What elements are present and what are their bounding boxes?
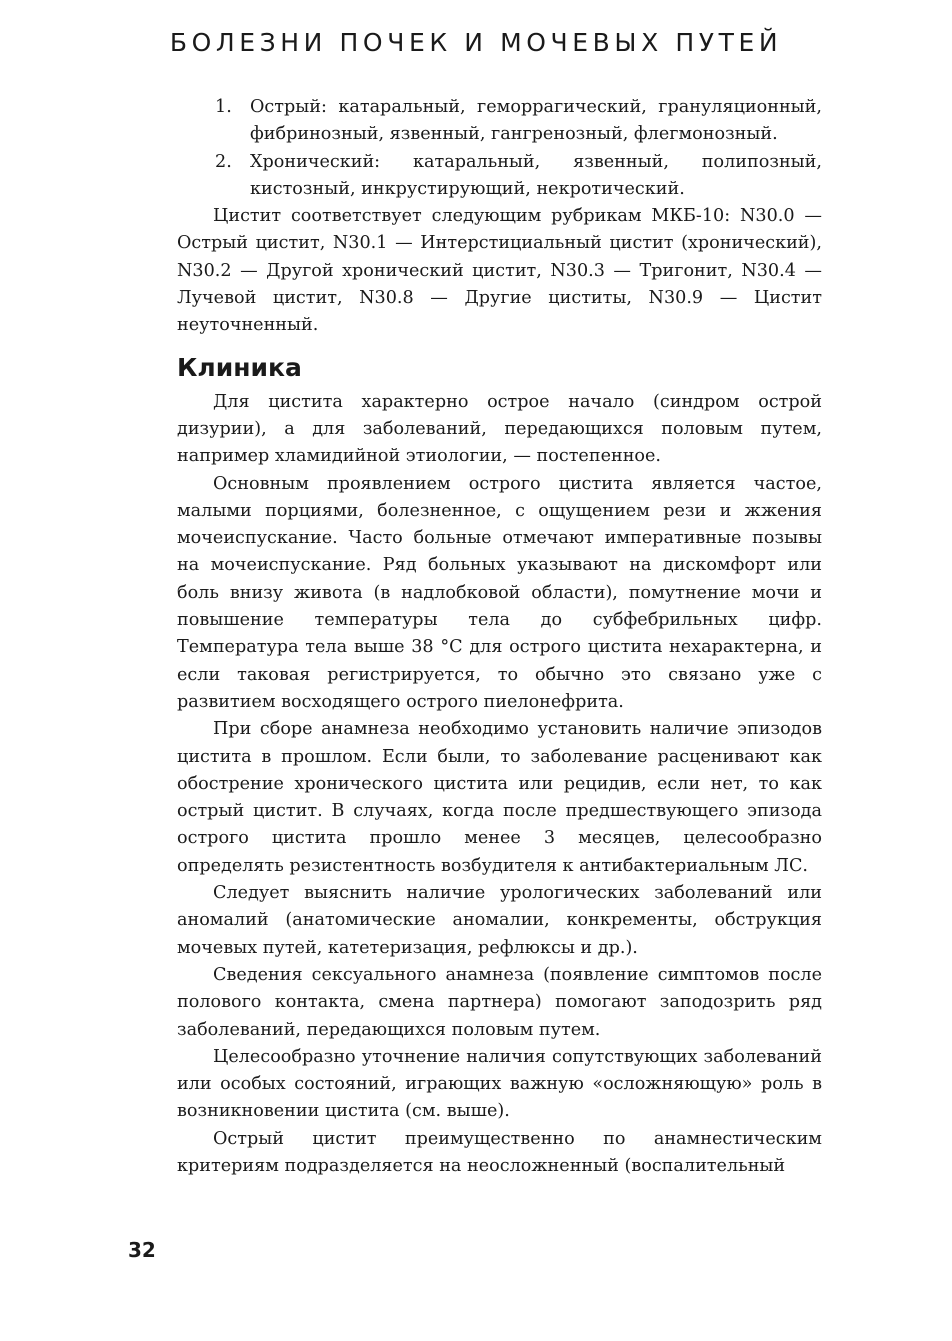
paragraph: Острый цистит преимущественно по анамнестическим критериям подразделяется на неосложненный (воспалительный — [177, 1128, 822, 1176]
page-body — [177, 94, 822, 1180]
list-item-text: Острый: катаральный, геморрагический, грануляционный, фибринозный, язвенный, гангренозный, флегмонозный. — [250, 97, 822, 145]
paragraph: Сведения сексуального анамнеза (появление симптомов после полового контакта, смена партнера) помогают заподозрить ряд заболеваний, передающихся половым путем. — [177, 964, 822, 1040]
paragraph: Основным проявлением острого цистита является частое, малыми порциями, болезненное, с ощущением рези и жжения мочеиспускание. Часто больные отмечают императивные позывы на мочеиспускание. Ряд больных указывают на дискомфорт или боль внизу живота (в надлобковой области), помутнение мочи и повышение температуры тела до субфебрильных цифр. Температура тела выше 38 °С для острого цистита нехарактерна, и если таковая регистрируется, то обычно это связано уже с развитием восходящего острого пиелонефрита. — [177, 473, 822, 712]
list-item-text: Хронический: катаральный, язвенный, полипозный, кистозный, инкрустирующий, некротический. — [250, 151, 822, 199]
paragraph: Для цистита характерно острое начало (синдром острой дизурии), а для заболеваний, передающихся половым путем, например хламидийной этиологии, — постепенное. — [177, 391, 822, 467]
list-item — [177, 149, 822, 204]
running-title: БОЛЕЗНИ ПОЧЕК И МОЧЕВЫХ ПУТЕЙ — [169, 28, 783, 57]
paragraph: Следует выяснить наличие урологических заболеваний или аномалий (анатомические аномалии, конкременты, обструкция мочевых путей, катетеризация, рефлюксы и др.). — [177, 883, 822, 958]
page-number: 32 — [128, 1238, 156, 1262]
list-item — [177, 94, 822, 149]
section-heading: Клиника — [177, 352, 302, 382]
paragraph: При сборе анамнеза необходимо установить наличие эпизодов цистита в прошлом. Если были, то заболевание расценивают как обострение хронического цистита или рецидив, если нет, то как острый цистит. В случаях, когда после предшествующего эпизода острого цистита прошло менее 3 месяцев, целесообразно определять резистентность возбудителя к антибактериальным ЛС. — [177, 719, 822, 876]
cystitis-forms-list — [177, 94, 822, 203]
list-item-number: 1. — [215, 97, 232, 117]
list-item-number: 2. — [215, 151, 232, 172]
icd-codes-paragraph: Цистит соответствует следующим рубрикам МКБ-10: N30.0 — Острый цистит, N30.1 — Интерстициальный цистит (хронический), N30.2 — Другой хронический цистит, N30.3 — Тригонит, N30.4 — Лучевой цистит, N30.8 — Другие циститы, N30.9 — Цистит неуточненный. — [177, 206, 822, 336]
paragraph: Целесообразно уточнение наличия сопутствующих заболеваний или особых состояний, играющих важную «осложняющую» роль в возникновении цистита (см. выше). — [177, 1046, 822, 1122]
